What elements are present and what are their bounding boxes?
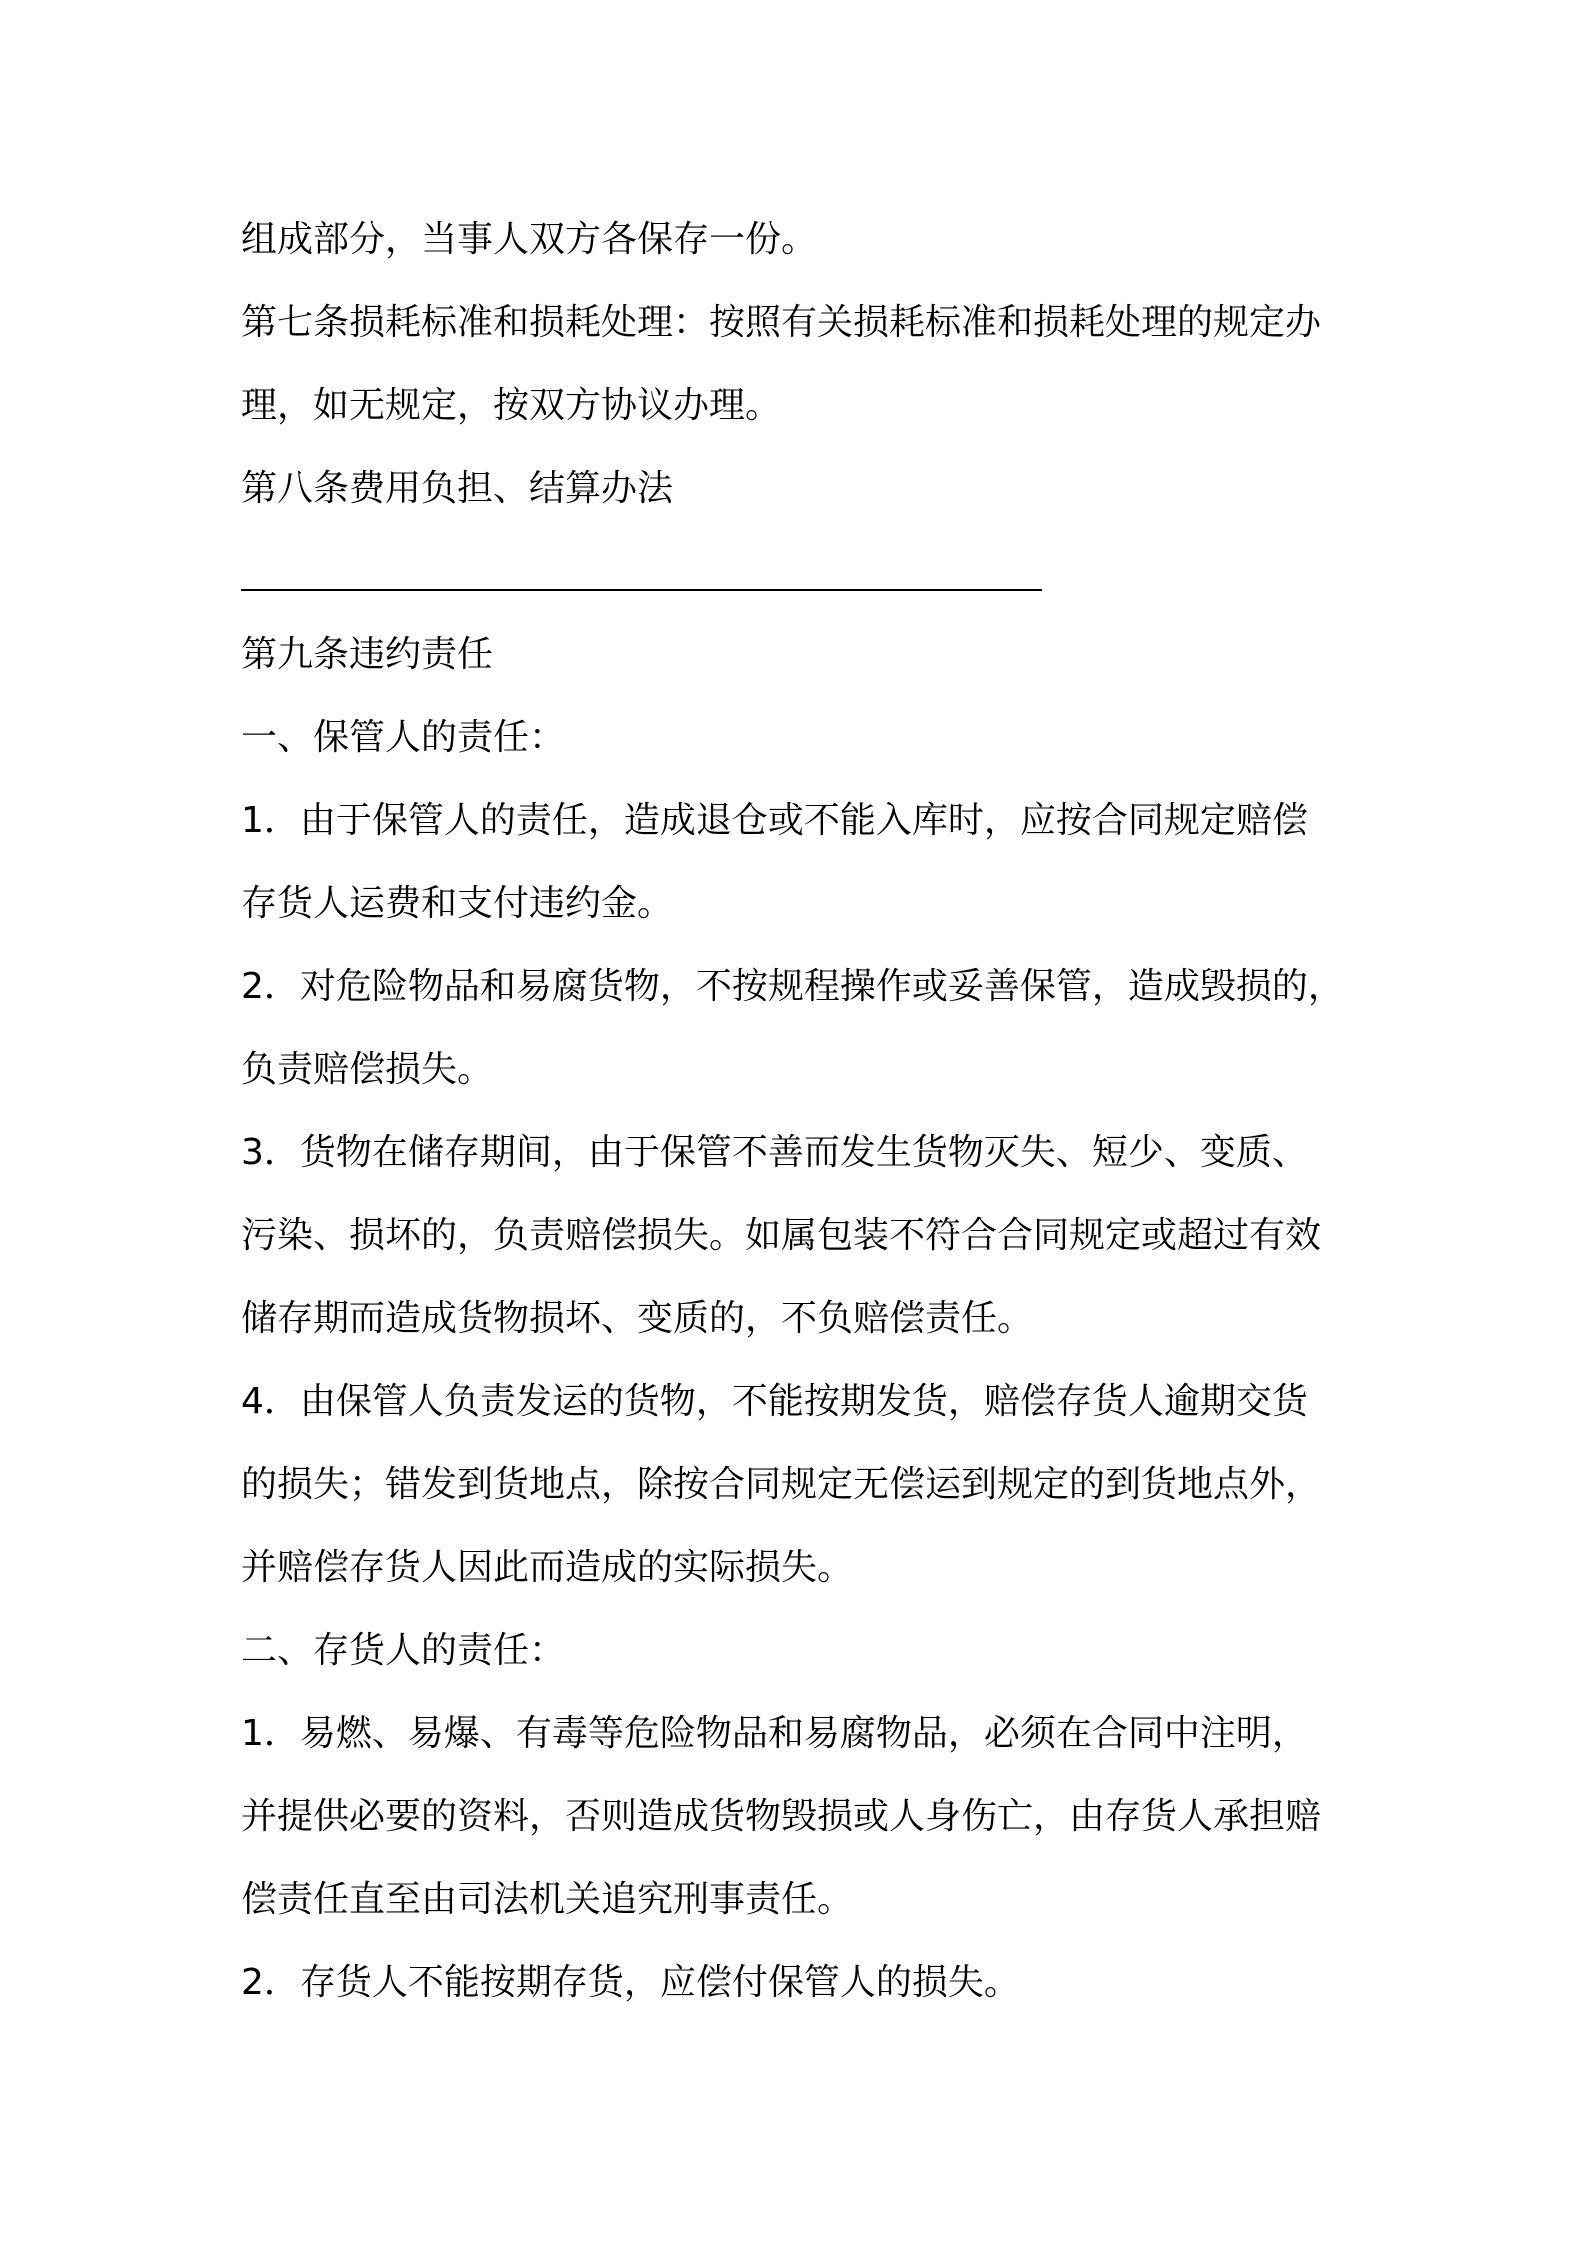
list-item-text: 的损失；错发到货地点，除按合同规定无偿运到规定的到货地点外， bbox=[241, 1464, 1322, 1505]
text-line: 组成部分，当事人双方各保存一份。 bbox=[241, 219, 818, 260]
document-body bbox=[241, 198, 1391, 2024]
list-item-text: 1．由于保管人的责任，造成退仓或不能入库时，应按合同规定赔偿 bbox=[241, 800, 1308, 841]
section-heading-depositor: 二、存货人的责任： bbox=[241, 1630, 566, 1671]
list-item-text: 负责赔偿损失。 bbox=[241, 1049, 494, 1090]
list-item-text: 污染、损坏的，负责赔偿损失。如属包装不符合合同规定或超过有效 bbox=[241, 1215, 1322, 1256]
underline-rule bbox=[241, 589, 1042, 591]
list-item-text: 4．由保管人负责发运的货物，不能按期发货，赔偿存货人逾期交货 bbox=[241, 1381, 1308, 1422]
list-item-text: 2．存货人不能按期存货，应偿付保管人的损失。 bbox=[241, 1962, 1020, 2003]
list-item-text: 并赔偿存货人因此而造成的实际损失。 bbox=[241, 1547, 854, 1588]
clause-7-heading: 第七条损耗标准和损耗处理：按照有关损耗标准和损耗处理的规定办 bbox=[241, 302, 1322, 343]
clause-8-heading: 第八条费用负担、结算办法 bbox=[241, 468, 674, 509]
list-item-text: 1．易燃、易爆、有毒等危险物品和易腐物品，必须在合同中注明， bbox=[241, 1713, 1308, 1754]
section-heading-custodian: 一、保管人的责任： bbox=[241, 717, 566, 758]
list-item-text: 存货人运费和支付违约金。 bbox=[241, 883, 674, 924]
fill-in-blank-line bbox=[241, 530, 1391, 613]
list-item-text: 偿责任直至由司法机关追究刑事责任。 bbox=[241, 1879, 854, 1920]
list-item-text: 储存期而造成货物损坏、变质的，不负赔偿责任。 bbox=[241, 1298, 1034, 1339]
list-item-text: 3．货物在储存期间，由于保管不善而发生货物灭失、短少、变质、 bbox=[241, 1132, 1308, 1173]
text-line: 理，如无规定，按双方协议办理。 bbox=[241, 385, 782, 426]
list-item-text: 2．对危险物品和易腐货物，不按规程操作或妥善保管，造成毁损的， bbox=[241, 966, 1344, 1007]
list-item-text: 并提供必要的资料，否则造成货物毁损或人身伤亡，由存货人承担赔 bbox=[241, 1796, 1322, 1837]
clause-9-heading: 第九条违约责任 bbox=[241, 634, 494, 675]
